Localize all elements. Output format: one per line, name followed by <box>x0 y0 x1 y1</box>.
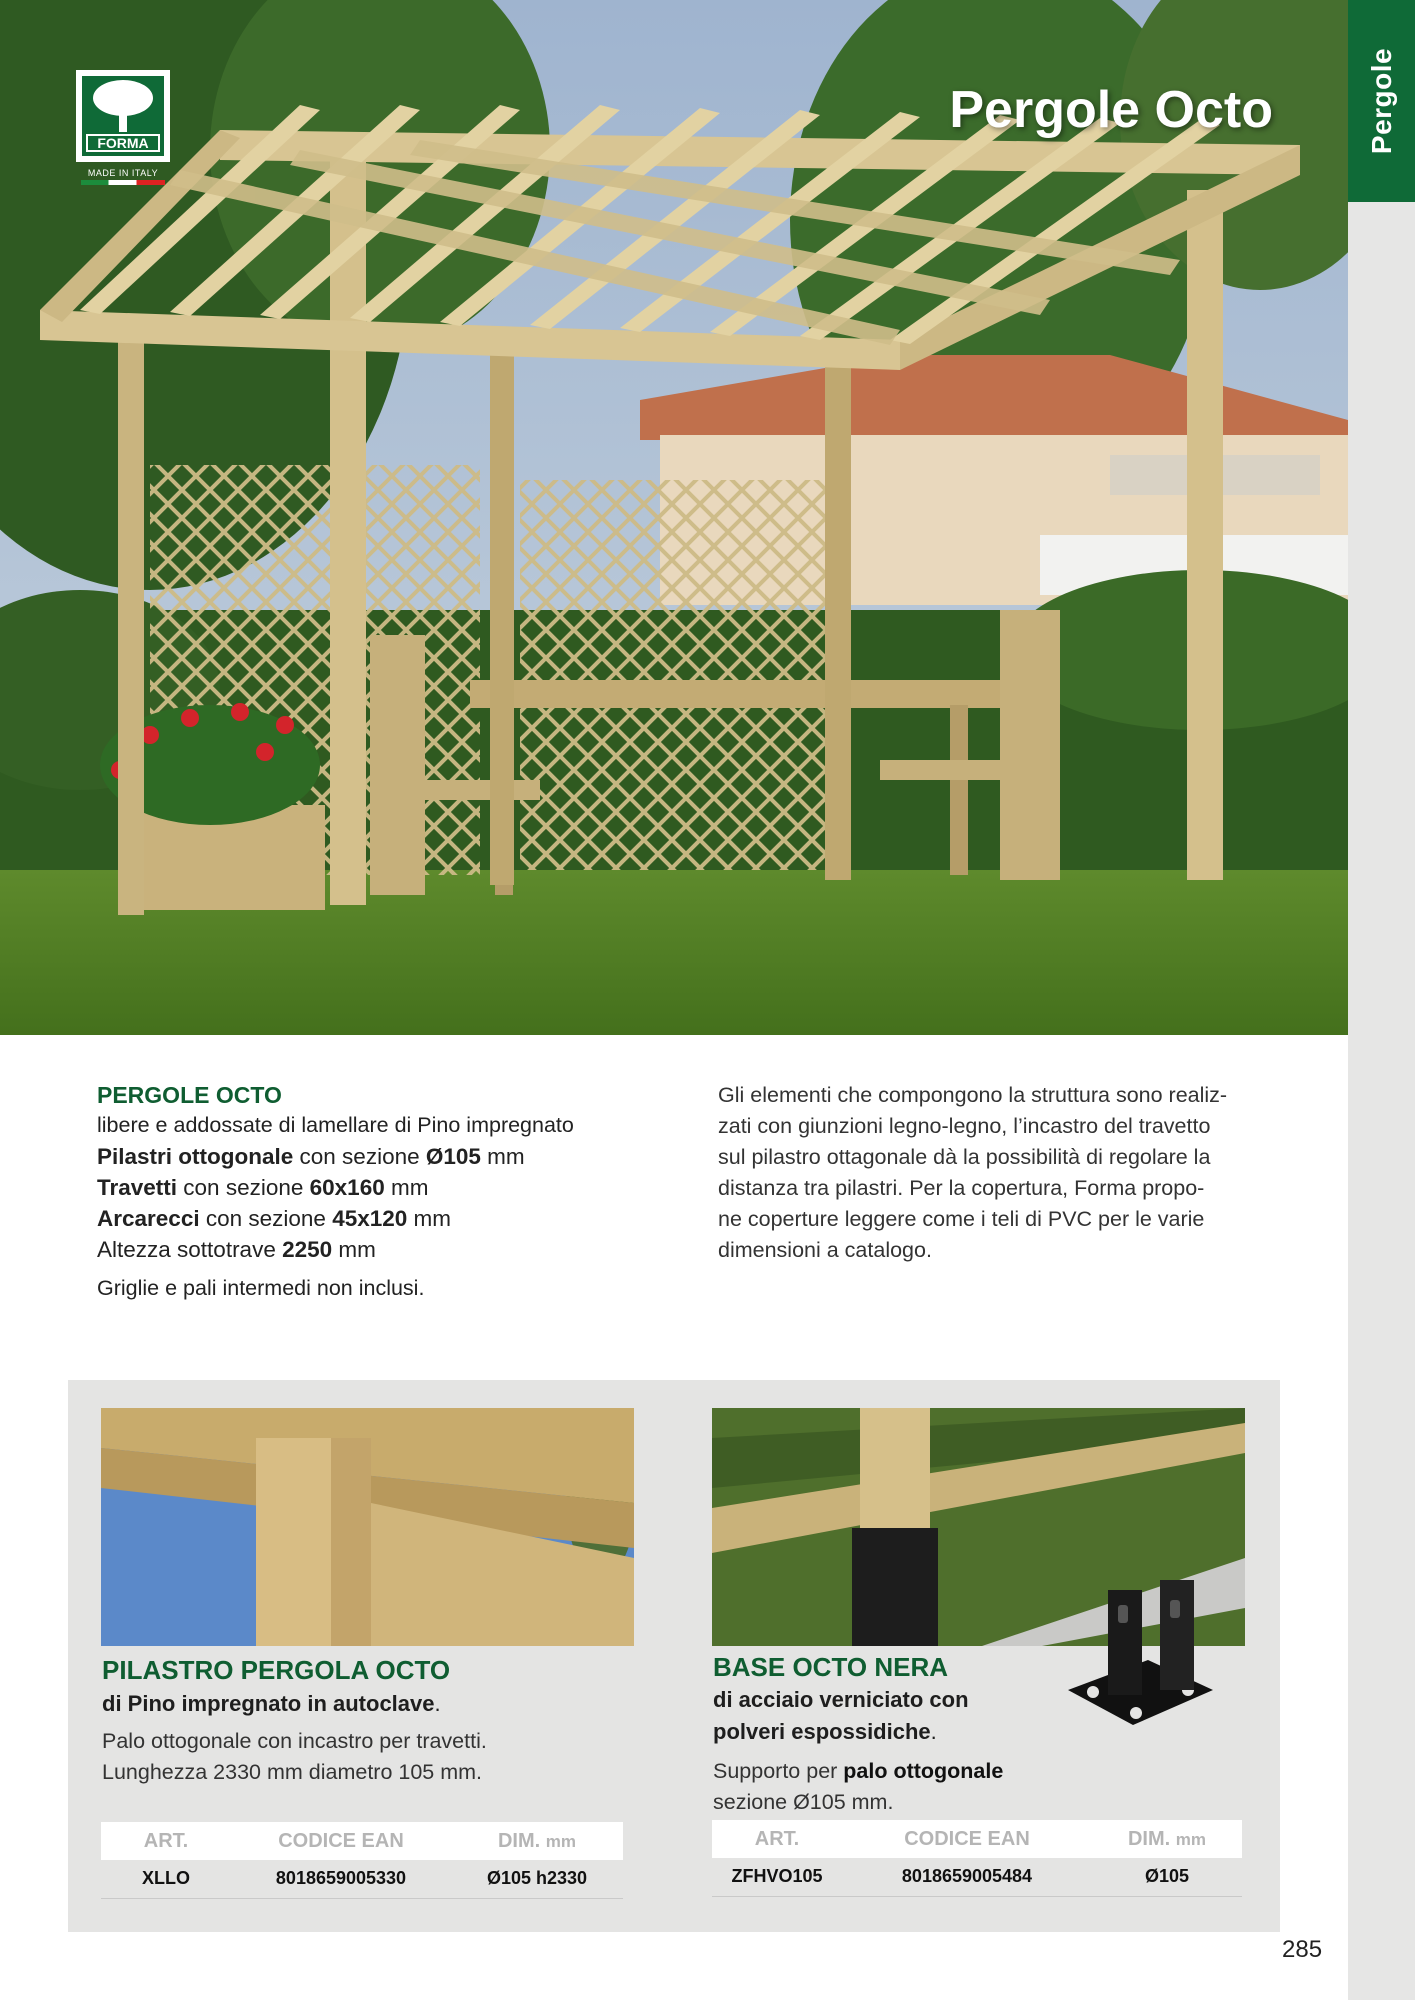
col-dim: DIM. mm <box>451 1822 623 1860</box>
intro-subheading: libere e addossate di lamellare di Pino impregnato <box>97 1113 574 1137</box>
col-dim: DIM. mm <box>1092 1820 1242 1858</box>
col-ean: CODICE EAN <box>842 1820 1092 1858</box>
cell-dim: Ø105 <box>1092 1858 1242 1896</box>
cell-art: ZFHVO105 <box>712 1858 842 1896</box>
base-description: Supporto per palo ottogonale sezione Ø105 mm. <box>713 1759 1004 1814</box>
page-number: 285 <box>1282 1936 1323 1963</box>
italian-flag-icon <box>81 180 165 185</box>
spec-line: Arcarecci con sezione 45x120 mm <box>97 1206 452 1231</box>
hero-title: Pergole Octo <box>949 81 1273 139</box>
spec-line: Travetti con sezione 60x160 mm <box>97 1175 429 1200</box>
col-art: ART. <box>101 1822 231 1860</box>
base-title: BASE OCTO NERA <box>713 1652 948 1682</box>
pergola-scene-illustration <box>0 0 1348 1035</box>
cell-ean: 8018659005484 <box>842 1858 1092 1896</box>
intro-note: Griglie e pali intermedi non inclusi. <box>97 1276 425 1300</box>
spec-line: Altezza sottotrave 2250 mm <box>97 1237 376 1262</box>
table-row <box>101 1860 623 1898</box>
pilastro-title: PILASTRO PERGOLA OCTO <box>102 1655 451 1685</box>
base-subtitle: di acciaio verniciato con polveri espossidiche. <box>713 1687 969 1744</box>
logo-tagline: MADE IN ITALY <box>87 168 159 178</box>
pilastro-subtitle: di Pino impregnato in autoclave. <box>102 1691 441 1716</box>
pilastro-description: Palo ottogonale con incastro per travetti. Lunghezza 2330 mm diametro 105 mm. <box>102 1729 487 1784</box>
logo-brand: FORMA <box>86 134 160 152</box>
cell-art: XLLO <box>101 1860 231 1898</box>
base-spec-table <box>712 1820 1242 1897</box>
hero-photo <box>0 0 1348 1035</box>
logo-badge <box>76 70 170 162</box>
spec-line: Pilastri ottogonale con sezione Ø105 mm <box>97 1144 525 1169</box>
steel-base-bracket-icon <box>1048 1580 1228 1750</box>
forma-logo <box>76 70 170 185</box>
cell-ean: 8018659005330 <box>231 1860 451 1898</box>
col-art: ART. <box>712 1820 842 1858</box>
pilastro-photo <box>101 1408 634 1646</box>
product-intro <box>97 1080 657 1304</box>
intro-heading: PERGOLE OCTO <box>97 1082 282 1108</box>
side-rail <box>1348 0 1415 2000</box>
accessories-panel <box>68 1380 1280 1932</box>
section-tab[interactable] <box>1348 0 1415 202</box>
col-ean: CODICE EAN <box>231 1822 451 1860</box>
section-tab-label: Pergole <box>1365 47 1397 155</box>
structure-description: Gli elementi che compongono la struttura sono realiz- zati con giunzioni legno-legno, l’incastro del travetto sul pilastro ottagonale dà la possibilità di regolare la distanza tra pilastri. Per la copertura, Forma propo- ne coperture leggere come i teli di PVC per le varie dimensioni a catalogo. <box>718 1083 1228 1262</box>
table-row <box>712 1858 1242 1896</box>
cell-dim: Ø105 h2330 <box>451 1860 623 1898</box>
pilastro-spec-table <box>101 1822 623 1899</box>
